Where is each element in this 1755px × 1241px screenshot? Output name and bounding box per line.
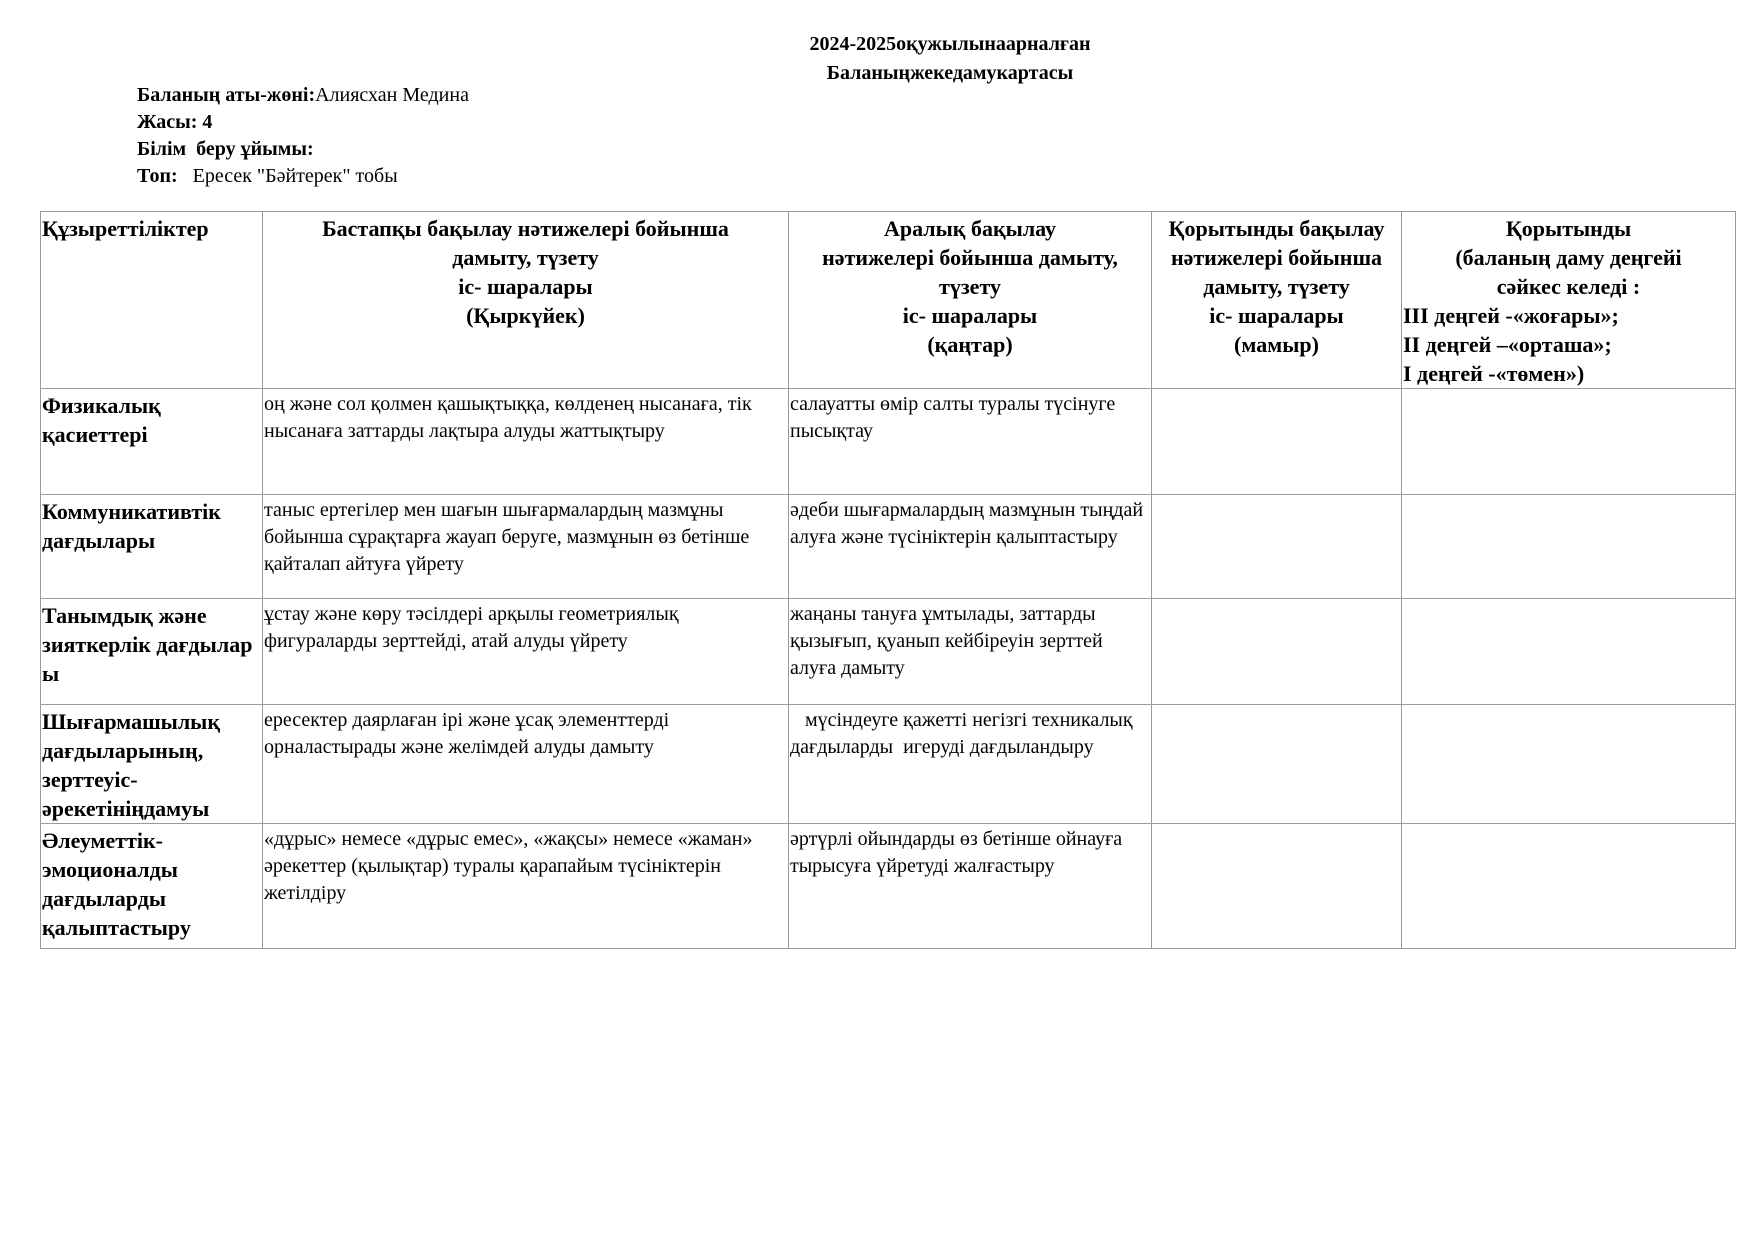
table-header-row [41,212,1736,389]
header-initial-monitoring [263,212,789,389]
competency-cell: Физикалық қасиеттері [41,389,263,495]
header-midterm-line: іс- шаралары [902,303,1038,328]
header-final-monitoring [1152,212,1402,389]
header-conclusion [1402,212,1736,389]
development-card-table [40,211,1736,949]
child-info [137,82,469,190]
initial-measures-cell: таныс ертегілер мен шағын шығармалардың мазмұны бойынша сұрақтарға жауап беруге, мазмұнын өз бетінше қайталап айтуға үйрету [263,495,789,599]
header-initial-line: іс- шаралары [458,274,593,299]
header-final-line: дамыту, түзету [1203,274,1350,299]
final-measures-cell [1152,824,1402,949]
group-row [137,163,469,190]
competency-cell: Әлеуметтік-эмоционалды дағдыларды қалыптастыру [41,824,263,949]
final-measures-cell [1152,389,1402,495]
header-level-medium: ІІ деңгей –«орташа»; [1403,332,1612,357]
conclusion-cell [1402,495,1736,599]
initial-measures-cell: оң және сол қолмен қашықтыққа, көлденең нысанаға, тік нысанаға заттарды лақтыра алуды жаттықтыру [263,389,789,495]
final-measures-cell [1152,705,1402,824]
header-conclusion-line: Қорытынды [1505,216,1632,241]
header-conclusion-line: (баланың даму деңгейі [1455,245,1682,270]
header-final-line: іс- шаралары [1209,303,1344,328]
table-row [41,495,1736,599]
conclusion-cell [1402,599,1736,705]
table-row [41,599,1736,705]
header-midterm-line: түзету [939,274,1001,299]
header-initial-line: (Қыркүйек) [466,303,585,328]
group-value: Ересек "Бәйтерек" тобы [177,165,398,187]
header-midterm-line: (қаңтар) [927,332,1013,357]
competency-cell: Танымдық және зияткерлік дағдылар ы [41,599,263,705]
header-midterm-line: Аралық бақылау [883,216,1057,241]
header-level-high: ІІІ деңгей -«жоғары»; [1403,303,1619,328]
conclusion-cell [1402,824,1736,949]
initial-measures-cell: ересектер даярлаған ірі және ұсақ элементтерді орналастырады және желімдей алуды дамыту [263,705,789,824]
child-name-row [137,82,469,109]
table-row [41,705,1736,824]
group-label: Топ: [137,165,178,187]
midterm-measures-cell: әдеби шығармалардың мазмұнын тыңдай алуға және түсініктерін қалыптастыру [789,495,1152,599]
document-title [620,30,1280,88]
child-name-label: Баланың аты-жөні: [137,84,316,106]
child-age-row [137,109,469,136]
conclusion-cell [1402,389,1736,495]
title-line-2: Баланыңжекедамукартасы [826,62,1074,84]
child-name-value: Алиясхан Медина [315,84,469,106]
final-measures-cell [1152,495,1402,599]
header-midterm-monitoring [789,212,1152,389]
initial-measures-cell: «дұрыс» немесе «дұрыс емес», «жақсы» немесе «жаман» әрекеттер (қылықтар) туралы қарапайым түсініктерін жетілдіру [263,824,789,949]
competency-cell: Шығармашылық дағдыларының, зерттеуіс-әрекетініңдамуы [41,705,263,824]
table-row [41,824,1736,949]
header-conclusion-line: сәйкес келеді : [1496,274,1641,299]
title-line-1: 2024-2025оқужылынаарналған [809,33,1091,55]
midterm-measures-cell: жаңаны тануға ұмтылады, заттарды қызығып, қуанып кейбіреуін зерттей алуға дамыту [789,599,1152,705]
initial-measures-cell: ұстау және көру тәсілдері арқылы геометриялық фигураларды зерттейді, атай алуды үйрету [263,599,789,705]
table-row [41,389,1736,495]
child-age-label: Жасы: 4 [137,111,213,133]
midterm-measures-cell: салауатты өмір салты туралы түсінуге пысықтау [789,389,1152,495]
header-final-line: нәтижелері бойынша [1170,245,1383,270]
competency-cell: Коммуникативтік дағдылары [41,495,263,599]
header-initial-line: дамыту, түзету [452,245,599,270]
education-org-label: Білім беру ұйымы: [137,138,314,160]
header-final-line: Қорытынды бақылау [1168,216,1385,241]
education-org-row [137,136,469,163]
header-final-line: (мамыр) [1234,332,1319,357]
midterm-measures-cell: мүсіндеуге қажетті негізгі техникалық дағдыларды игеруді дағдыландыру [789,705,1152,824]
header-competencies: Құзыреттіліктер [41,212,263,389]
final-measures-cell [1152,599,1402,705]
midterm-measures-cell: әртүрлі ойындарды өз бетінше ойнауға тырысуға үйретуді жалғастыру [789,824,1152,949]
header-midterm-line: нәтижелері бойынша дамыту, [822,245,1118,270]
header-initial-line: Бастапқы бақылау нәтижелері бойынша [322,216,729,241]
conclusion-cell [1402,705,1736,824]
header-level-low: І деңгей -«төмен») [1403,361,1585,386]
